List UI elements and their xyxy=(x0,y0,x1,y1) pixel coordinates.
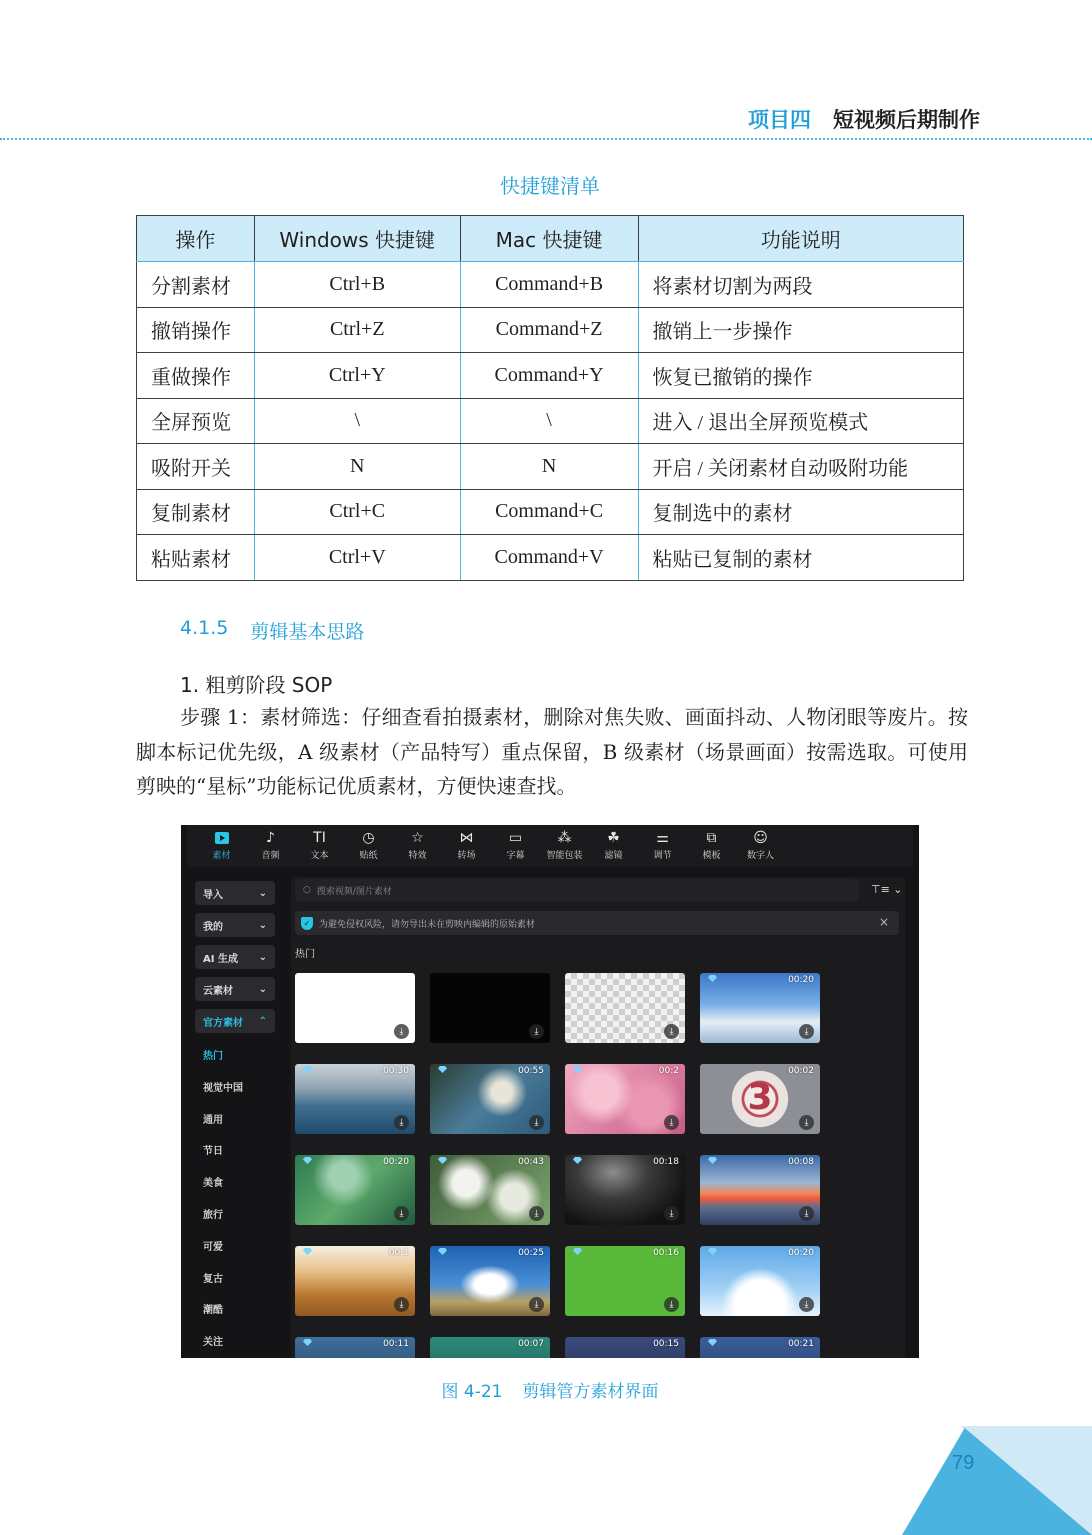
tab-label: 音频 xyxy=(261,851,280,861)
col-header-operation: 操作 xyxy=(137,216,255,262)
smart-pack-icon: ⁂ xyxy=(557,830,572,846)
download-icon[interactable]: ⤓ xyxy=(799,1297,814,1312)
premium-diamond-icon xyxy=(303,1157,312,1164)
media-thumbnail[interactable] xyxy=(565,1155,685,1225)
download-icon[interactable]: ⤓ xyxy=(529,1297,544,1312)
copyright-notice xyxy=(295,911,899,935)
media-thumbnail[interactable] xyxy=(700,1337,820,1358)
premium-diamond-icon xyxy=(708,1157,717,1164)
cell-windows-shortcut: Ctrl+Z xyxy=(254,307,460,353)
filter-sort-icon[interactable]: ⊤≡ ⌄ xyxy=(871,883,903,896)
chevron-icon: ⌄ xyxy=(258,983,267,995)
duration-badge: 00:11 xyxy=(383,1339,409,1349)
sidebar-category-link[interactable]: 复古 xyxy=(203,1273,223,1285)
col-header-windows: Windows 快捷键 xyxy=(254,216,460,262)
premium-diamond-icon xyxy=(438,1248,447,1255)
table-caption: 快捷键清单 xyxy=(500,174,600,198)
search-placeholder: 搜索视频/图片素材 xyxy=(316,886,392,897)
cell-windows-shortcut: N xyxy=(254,444,460,490)
sidebar-category-link[interactable]: 通用 xyxy=(203,1114,223,1126)
tab-label: 数字人 xyxy=(746,851,774,861)
media-thumbnail[interactable] xyxy=(565,1246,685,1316)
duration-badge: 00:20 xyxy=(383,1157,409,1167)
duration-badge: 00:25 xyxy=(518,1248,544,1258)
cell-description: 恢复已撤销的操作 xyxy=(638,353,963,399)
figure-title: 剪辑管方素材界面 xyxy=(522,1382,659,1402)
cell-description: 将素材切割为两段 xyxy=(638,262,963,308)
cell-mac-shortcut: \ xyxy=(460,398,638,444)
audio-icon: ♪ xyxy=(266,830,275,846)
transition-icon: ⋈ xyxy=(459,830,474,846)
notice-text: 为避免侵权风险，请勿导出未在剪映内编辑的原始素材 xyxy=(319,919,536,930)
media-thumbnail[interactable] xyxy=(295,1064,415,1134)
duration-badge: 00:15 xyxy=(653,1339,679,1349)
download-icon[interactable]: ⤓ xyxy=(529,1115,544,1130)
tab-sticker[interactable] xyxy=(344,825,393,867)
premium-diamond-icon xyxy=(303,1339,312,1346)
chevron-icon: ⌄ xyxy=(258,919,267,931)
sidebar-button[interactable] xyxy=(195,945,275,969)
duration-badge: 00:1 xyxy=(388,1248,409,1258)
sidebar-button[interactable] xyxy=(195,1009,275,1033)
tab-label: 模板 xyxy=(702,851,721,861)
duration-badge: 00:16 xyxy=(653,1248,679,1258)
download-icon[interactable]: ⤓ xyxy=(664,1297,679,1312)
tab-media[interactable] xyxy=(197,825,246,867)
cell-operation: 粘贴素材 xyxy=(137,535,255,581)
sidebar-category-link[interactable]: 可爱 xyxy=(203,1241,223,1253)
cell-windows-shortcut: Ctrl+B xyxy=(254,262,460,308)
hot-section-label: 热门 xyxy=(295,949,315,960)
media-thumbnail[interactable] xyxy=(700,1246,820,1316)
duration-badge: 00:55 xyxy=(518,1066,544,1076)
media-thumbnail[interactable] xyxy=(565,1064,685,1134)
cell-operation: 分割素材 xyxy=(137,262,255,308)
download-icon[interactable]: ⤓ xyxy=(529,1206,544,1221)
cell-mac-shortcut: Command+V xyxy=(460,535,638,581)
premium-diamond-icon xyxy=(303,1066,312,1073)
sidebar-button-label: 我的 xyxy=(203,921,223,933)
cell-operation: 全屏预览 xyxy=(137,398,255,444)
duration-badge: 00:2 xyxy=(658,1066,679,1076)
tab-label: 字幕 xyxy=(506,851,525,861)
tab-label: 特效 xyxy=(408,851,427,861)
top-toolbar xyxy=(187,825,913,867)
sidebar-button[interactable] xyxy=(195,913,275,937)
tab-adjust[interactable] xyxy=(638,825,687,867)
table-header-row xyxy=(137,216,964,262)
col-header-mac: Mac 快捷键 xyxy=(460,216,638,262)
table-row xyxy=(137,262,964,308)
close-icon[interactable]: × xyxy=(878,915,889,929)
section-title: 剪辑基本思路 xyxy=(250,621,365,643)
media-main-area xyxy=(291,877,905,1358)
text-icon: TI xyxy=(313,830,326,846)
cell-description: 进入 / 退出全屏预览模式 xyxy=(638,398,963,444)
search-icon: ○ xyxy=(303,885,311,895)
sidebar-button[interactable] xyxy=(195,977,275,1001)
tab-transition[interactable] xyxy=(442,825,491,867)
shortcut-table xyxy=(136,215,964,581)
col-header-description: 功能说明 xyxy=(638,216,963,262)
effects-icon: ☆ xyxy=(411,830,424,846)
download-icon[interactable]: ⤓ xyxy=(799,1024,814,1039)
tab-digital-human[interactable] xyxy=(736,825,785,867)
cell-windows-shortcut: \ xyxy=(254,398,460,444)
tab-label: 文本 xyxy=(310,851,329,861)
media-thumbnail[interactable] xyxy=(430,1337,550,1358)
sidebar-button-label: 官方素材 xyxy=(203,1017,243,1029)
premium-diamond-icon xyxy=(438,1157,447,1164)
cell-windows-shortcut: Ctrl+C xyxy=(254,489,460,535)
duration-badge: 00:30 xyxy=(383,1066,409,1076)
duration-badge: 00:20 xyxy=(788,975,814,985)
figure-number: 图 4-21 xyxy=(441,1382,503,1402)
sidebar-button-label: AI 生成 xyxy=(203,953,238,965)
premium-diamond-icon xyxy=(573,1066,582,1073)
body-paragraph: 步骤 1：素材筛选：仔细查看拍摄素材，删除对焦失败、画面抖动、人物闭眼等废片。按脚本标记优先级，A 级素材（产品特写）重点保留，B 级素材（场景画面）按需选取。可使用剪映的“星标”功能标记优质素材，方便快速查找。 xyxy=(136,705,968,798)
duration-badge: 00:18 xyxy=(653,1157,679,1167)
header-divider xyxy=(0,138,1092,140)
figure-caption xyxy=(0,1377,1092,1402)
duration-badge: 00:02 xyxy=(788,1066,814,1076)
adjust-icon: ⚌ xyxy=(656,830,669,846)
tab-effects[interactable] xyxy=(393,825,442,867)
sticker-icon: ◷ xyxy=(362,830,375,846)
cell-operation: 吸附开关 xyxy=(137,444,255,490)
digital-human-icon: ☺ xyxy=(753,830,768,846)
shield-check-icon: ✓ xyxy=(301,917,313,930)
media-sidebar xyxy=(191,877,281,1358)
subsection-heading: 1. 粗剪阶段 SOP xyxy=(180,673,333,697)
cell-operation: 复制素材 xyxy=(137,489,255,535)
sidebar-category-link[interactable]: 旅行 xyxy=(203,1210,223,1221)
download-icon[interactable]: ⤓ xyxy=(664,1115,679,1130)
media-thumbnail[interactable] xyxy=(295,973,415,1043)
search-input[interactable] xyxy=(295,879,859,901)
caption-icon: ▭ xyxy=(508,830,523,846)
media-thumbnail[interactable] xyxy=(700,1155,820,1225)
media-thumbnail[interactable] xyxy=(700,1064,820,1134)
tab-label: 素材 xyxy=(212,851,231,861)
tab-label: 贴纸 xyxy=(359,851,378,861)
media-thumbnail[interactable] xyxy=(430,1064,550,1134)
table-row xyxy=(137,489,964,535)
sidebar-button-label: 云素材 xyxy=(203,985,233,997)
tab-text[interactable] xyxy=(295,825,344,867)
header-project: 项目四 xyxy=(748,108,811,132)
cell-windows-shortcut: Ctrl+V xyxy=(254,535,460,581)
cell-mac-shortcut: Command+Z xyxy=(460,307,638,353)
tab-audio[interactable] xyxy=(246,825,295,867)
media-thumbnail[interactable] xyxy=(295,1246,415,1316)
cell-mac-shortcut: Command+Y xyxy=(460,353,638,399)
cell-operation: 撤销操作 xyxy=(137,307,255,353)
chevron-icon: ⌃ xyxy=(258,1015,267,1027)
download-icon[interactable]: ⤓ xyxy=(394,1024,409,1039)
running-header xyxy=(748,104,980,134)
media-thumbnail[interactable] xyxy=(430,973,550,1043)
premium-diamond-icon xyxy=(708,1248,717,1255)
section-heading xyxy=(180,617,364,644)
duration-badge: 00:21 xyxy=(788,1339,814,1349)
sidebar-category-link[interactable]: 美食 xyxy=(203,1178,223,1190)
tab-label: 转场 xyxy=(457,851,476,861)
download-icon[interactable]: ⤓ xyxy=(799,1115,814,1130)
filter-icon: ☘ xyxy=(607,830,620,846)
capcut-media-panel-screenshot xyxy=(181,825,919,1358)
premium-diamond-icon xyxy=(708,1339,717,1346)
header-chapter: 短视频后期制作 xyxy=(833,108,980,132)
media-thumbnail[interactable] xyxy=(295,1155,415,1225)
cell-mac-shortcut: Command+B xyxy=(460,262,638,308)
media-thumbnail[interactable] xyxy=(565,1337,685,1358)
sidebar-category-link[interactable]: 关注 xyxy=(203,1337,223,1349)
download-icon[interactable]: ⤓ xyxy=(394,1206,409,1221)
cell-description: 粘贴已复制的素材 xyxy=(638,535,963,581)
sidebar-category-link[interactable]: 热门 xyxy=(203,1051,223,1062)
media-thumbnail[interactable] xyxy=(430,1246,550,1316)
tab-label: 调节 xyxy=(653,851,672,861)
media-thumbnail[interactable] xyxy=(700,973,820,1043)
download-icon[interactable]: ⤓ xyxy=(394,1115,409,1130)
section-number: 4.1.5 xyxy=(180,617,229,639)
premium-diamond-icon xyxy=(303,1248,312,1255)
cell-mac-shortcut: Command+C xyxy=(460,489,638,535)
sidebar-button-label: 导入 xyxy=(203,889,223,901)
media-thumbnail[interactable] xyxy=(430,1155,550,1225)
premium-diamond-icon xyxy=(438,1066,447,1073)
download-icon[interactable]: ⤓ xyxy=(799,1206,814,1221)
table-row xyxy=(137,535,964,581)
cell-mac-shortcut: N xyxy=(460,444,638,490)
cell-description: 撤销上一步操作 xyxy=(638,307,963,353)
download-icon[interactable]: ⤓ xyxy=(664,1206,679,1221)
download-icon[interactable]: ⤓ xyxy=(664,1024,679,1039)
premium-diamond-icon xyxy=(573,1157,582,1164)
sidebar-category-link[interactable]: 节日 xyxy=(203,1146,223,1158)
tab-filter[interactable] xyxy=(589,825,638,867)
duration-badge: 00:20 xyxy=(788,1248,814,1258)
table-row xyxy=(137,353,964,399)
media-thumbnail[interactable] xyxy=(565,973,685,1043)
sidebar-button[interactable] xyxy=(195,881,275,905)
tab-caption[interactable] xyxy=(491,825,540,867)
tab-label: 智能包装 xyxy=(546,851,583,861)
tab-smart-pack[interactable] xyxy=(540,825,589,867)
table-row xyxy=(137,444,964,490)
duration-badge: 00:07 xyxy=(518,1339,544,1349)
cell-windows-shortcut: Ctrl+Y xyxy=(254,353,460,399)
cell-description: 复制选中的素材 xyxy=(638,489,963,535)
cell-operation: 重做操作 xyxy=(137,353,255,399)
page-number: 79 xyxy=(952,1452,975,1474)
sidebar-category-link[interactable]: 视觉中国 xyxy=(203,1082,243,1094)
download-icon[interactable]: ⤓ xyxy=(529,1024,544,1039)
duration-badge: 00:43 xyxy=(518,1157,544,1167)
table-row xyxy=(137,398,964,444)
premium-diamond-icon xyxy=(573,1248,582,1255)
premium-diamond-icon xyxy=(708,975,717,982)
template-icon: ⧉ xyxy=(706,830,717,846)
media-thumbnail[interactable] xyxy=(295,1337,415,1358)
chevron-icon: ⌄ xyxy=(258,887,267,899)
tab-template[interactable] xyxy=(687,825,736,867)
tab-label: 滤镜 xyxy=(604,851,623,861)
sidebar-category-link[interactable]: 潮酷 xyxy=(203,1305,223,1317)
countdown-digit: 3 xyxy=(747,1077,773,1118)
duration-badge: 00:08 xyxy=(788,1157,814,1167)
download-icon[interactable]: ⤓ xyxy=(394,1297,409,1312)
chevron-icon: ⌄ xyxy=(258,951,267,963)
cell-description: 开启 / 关闭素材自动吸附功能 xyxy=(638,444,963,490)
table-row xyxy=(137,307,964,353)
media-icon xyxy=(214,830,230,846)
